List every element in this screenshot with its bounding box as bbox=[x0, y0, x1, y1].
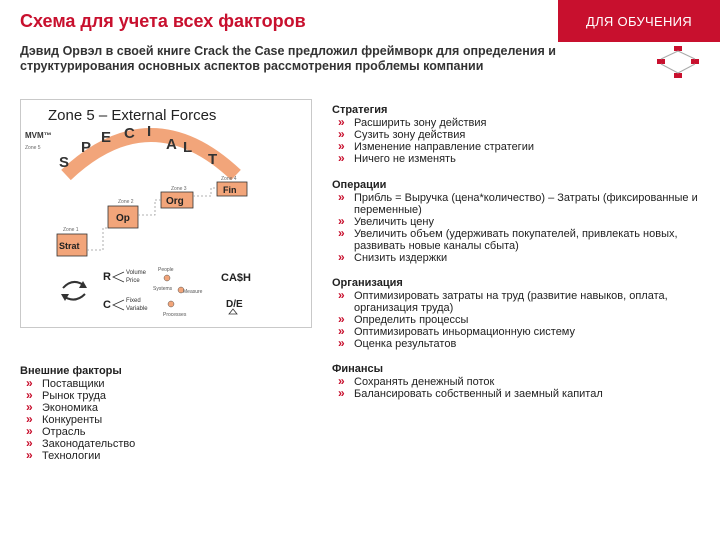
list-item: » Балансировать собственный и заемный капитал bbox=[332, 388, 702, 400]
debt-equity-label: D/E bbox=[226, 299, 243, 310]
list-item: » Прибль = Выручка (цена*количество) – Затраты (фиксированные и переменные) bbox=[332, 192, 702, 216]
arc-letter-e: E bbox=[101, 129, 112, 146]
revenue-r-label: R bbox=[103, 271, 111, 283]
list-item: » Технологии bbox=[20, 450, 320, 462]
fixed-label: Fixed bbox=[126, 298, 141, 304]
zone4-label: Zone 4 bbox=[221, 176, 237, 182]
fin-label: Fin bbox=[223, 185, 237, 195]
arc-letter-t: T bbox=[208, 151, 218, 168]
processes-label: Processes bbox=[163, 312, 187, 318]
framework-title: Zone 5 – External Forces bbox=[48, 107, 217, 124]
op-label: Op bbox=[116, 213, 130, 224]
arc-letter-a: A bbox=[166, 136, 177, 153]
cash-label: CA$H bbox=[221, 272, 251, 284]
people-label: People bbox=[158, 267, 174, 273]
list-item: » Сузить зону действия bbox=[332, 129, 702, 141]
measure-figure-icon bbox=[168, 301, 174, 307]
list-item: » Снизить издержки bbox=[332, 252, 702, 264]
arc-letter-c: C bbox=[124, 125, 135, 142]
mvm-framework-diagram bbox=[20, 99, 312, 328]
mvm-label: MVM™ bbox=[25, 131, 52, 140]
list-item: » Конкуренты bbox=[20, 414, 320, 426]
operations-block bbox=[332, 179, 702, 264]
org-label: Org bbox=[166, 196, 184, 207]
external-factors-block bbox=[20, 365, 320, 462]
measure-label: Measure bbox=[183, 289, 203, 295]
operations-heading: Операции bbox=[332, 179, 387, 191]
list-item: » Оценка результатов bbox=[332, 338, 702, 350]
strategy-heading: Стратегия bbox=[332, 104, 388, 116]
list-item: » Рынок труда bbox=[20, 390, 320, 402]
external-factors-heading: Внешние факторы bbox=[20, 365, 122, 377]
list-item: » Оптимизировать иньормационную систему bbox=[332, 326, 702, 338]
list-item: » Увеличить цену bbox=[332, 216, 702, 228]
training-badge: ДЛЯ ОБУЧЕНИЯ bbox=[558, 0, 720, 42]
list-item: » Определить процессы bbox=[332, 314, 702, 326]
volume-label: Volume bbox=[126, 270, 147, 276]
zone1-label: Zone 1 bbox=[63, 227, 79, 233]
people-figure-icon bbox=[164, 275, 170, 281]
organization-block bbox=[332, 277, 702, 350]
zone3-label: Zone 3 bbox=[171, 186, 187, 192]
arc-letter-i: I bbox=[147, 123, 152, 140]
list-item: » Изменение направление стратегии bbox=[332, 141, 702, 153]
zone2-label: Zone 2 bbox=[118, 199, 134, 205]
list-item: » Сохранять денежный поток bbox=[332, 376, 702, 388]
cycle-arrows-icon bbox=[61, 281, 87, 301]
network-logo-icon bbox=[655, 44, 701, 82]
arc-letter-p: P bbox=[81, 139, 92, 156]
finance-heading: Финансы bbox=[332, 363, 384, 375]
list-item: » Законодательство bbox=[20, 438, 320, 450]
cost-c-label: C bbox=[103, 299, 111, 311]
organization-heading: Организация bbox=[332, 277, 403, 289]
page-title: Схема для учета всех факторов bbox=[20, 11, 306, 31]
variable-label: Variable bbox=[126, 306, 148, 312]
list-item: » Отрасль bbox=[20, 426, 320, 438]
price-label: Price bbox=[126, 278, 140, 284]
list-item: » Расширить зону действия bbox=[332, 117, 702, 129]
strat-label: Strat bbox=[59, 241, 80, 251]
list-item: » Поставщики bbox=[20, 378, 320, 390]
list-item: » Увеличить объем (удерживать покупателей, привлекать новых, развивать новые каналы сбыта) bbox=[332, 228, 702, 252]
subtitle: Дэвид Орвэл в своей книге Crack the Case предложил фреймворк для определения и структурирования основных аспектов рассмотрения проблемы компании bbox=[20, 44, 556, 73]
zone5-label: Zone 5 bbox=[25, 145, 41, 151]
arc-letter-s: S bbox=[59, 154, 70, 171]
strategy-block bbox=[332, 104, 702, 165]
list-item: » Экономика bbox=[20, 402, 320, 414]
list-item: » Ничего не изменять bbox=[332, 153, 702, 165]
finance-block bbox=[332, 363, 702, 400]
list-item: » Оптимизировать затраты на труд (развитие навыков, оплата, организация труда) bbox=[332, 290, 702, 314]
systems-label: Systems bbox=[153, 286, 173, 292]
arc-letter-l: L bbox=[183, 139, 193, 156]
